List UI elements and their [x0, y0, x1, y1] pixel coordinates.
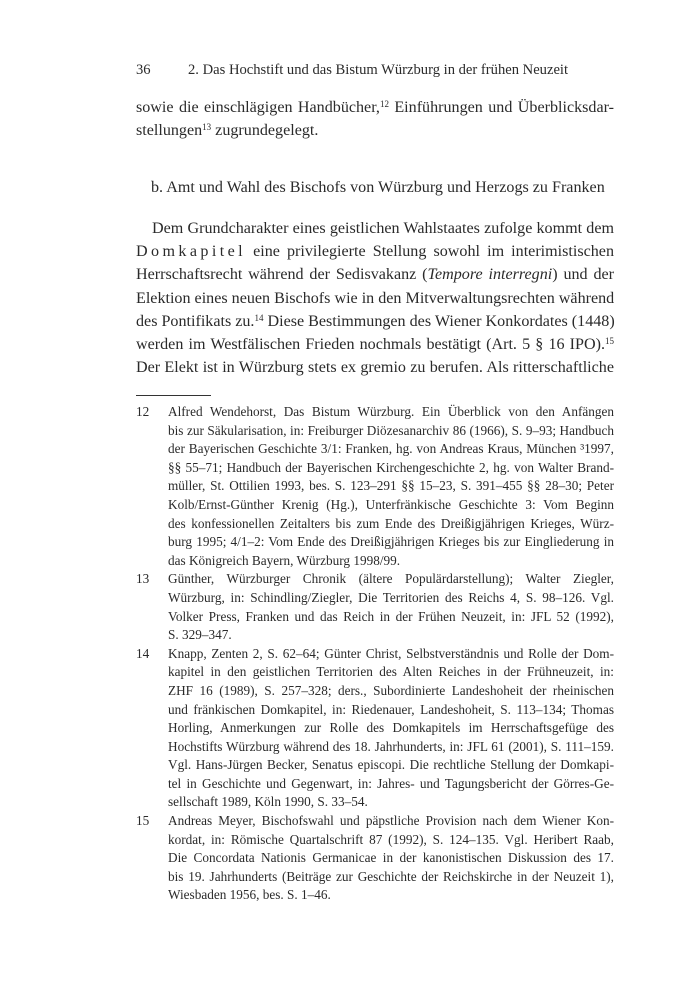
body-text: werden im Westfälischen Frieden nochmals bestätigt (Art. 5 § 16 IPO).	[136, 336, 605, 354]
body-text: eine privilegierte Stellung sowohl im interimistischen	[253, 243, 614, 261]
body-line: Dem Grundcharakter eines geistlichen Wahlstaates zufolge kommt dem	[152, 220, 614, 237]
footnote-line: Andreas Meyer, Bischofswahl und päpstliche Provision nach dem Wiener Kon-	[168, 813, 614, 829]
footnote-line: Würzburg, in: Schindling/Ziegler, Die Territorien des Reichs 4, S. 98–126. Vgl.	[168, 589, 614, 605]
italic-term: Tempore interregni	[427, 266, 553, 284]
footnote-number: 14	[136, 645, 150, 661]
footnotes	[136, 403, 614, 905]
body-line	[136, 240, 614, 263]
footnote-line: tel in Geschichte und Gegenwart, in: Jahres- und Tagungsbericht der Görres-Ge-	[168, 775, 614, 791]
body-line: Elektion eines neuen Bischofs wie in den Mitverwaltungsrechten während	[136, 289, 615, 307]
spaced-term: Domkapitel	[136, 243, 246, 261]
body-line	[136, 333, 614, 356]
footnote-line: sellschaft 1989, Köln 1990, S. 33–54.	[168, 794, 368, 810]
footnote-line: kordat, in: Römische Quartalschrift 87 (1992), S. 124–135. Vgl. Heribert Raab,	[168, 831, 614, 847]
footnote-line: S. 329–347.	[168, 627, 232, 643]
footnote-line: bis 19. Jahrhunderts (Beiträge zur Geschichte der Reichskirche in der Neuzeit 1),	[168, 868, 614, 884]
footnote-line: Horling, Anmerkungen zur Rolle des Domkapitels im Herrschaftsgefüge des	[168, 720, 614, 736]
footnote-line: §§ 55–71; Handbuch der Bayerischen Kirchengeschichte 2, hg. von Walter Brand-	[168, 459, 614, 475]
footnote-number: 13	[136, 571, 150, 587]
body-text: des Pontifikats zu.	[136, 312, 255, 330]
footnote-line: Knapp, Zenten 2, S. 62–64; Günter Christ, Selbstverständnis und Rolle der Dom-	[168, 645, 614, 661]
intro-line	[136, 119, 614, 142]
intro-paragraph	[136, 96, 614, 142]
body-text: ) und der	[552, 266, 614, 284]
intro-text: Einführungen und Überblicksdar-	[388, 99, 614, 116]
footnote-line: Volker Press, Franken und das Reich in der Frühen Neuzeit, in: JFL 52 (1992),	[168, 608, 614, 624]
intro-line	[136, 96, 614, 119]
body-line	[136, 263, 614, 286]
footnote-line: Wiesbaden 1956, bes. S. 1–46.	[168, 887, 331, 903]
footnote-12	[136, 403, 614, 570]
footnote-line: des konfessionellen Zeitalters bis zum Ende des Dreißigjährigen Krieges, Würz-	[168, 515, 614, 531]
footnote-ref-13[interactable]: 13	[202, 122, 212, 133]
footnote-number: 15	[136, 813, 150, 829]
body-text: Herrschaftsrecht während der Sedisvakanz (	[136, 266, 428, 284]
footnote-line: ZHF 16 (1989), S. 257–328; ders., Subordinierte Landeshoheit der rheinischen	[168, 682, 614, 698]
footnote-line: burg 1995; 4/1–2: Vom Ende des Dreißigjährigen Krieges bis zur Eingliederung in	[168, 534, 614, 550]
footnote-line: und fränkischen Domkapitel, in: Riedenauer, Landeshoheit, S. 113–134; Thomas	[168, 701, 614, 717]
footnote-ref-12[interactable]: 12	[379, 99, 389, 109]
footnote-line: Hochstifts Würzburg während des 18. Jahrhunderts, in: JFL 61 (2001), S. 111–159.	[168, 738, 614, 754]
footnote-line: Günther, Würzburger Chronik (ältere Populärdarstellung); Walter Ziegler,	[168, 571, 614, 587]
footnote-line: müller, St. Ottilien 1993, bes. S. 123–291 §§ 15–23, S. 391–455 §§ 28–30; Peter	[168, 478, 614, 494]
body-paragraph	[136, 217, 614, 379]
footnote-line: Die Concordata Nationis Germanicae in der kanonistischen Diskussion des 17.	[168, 850, 614, 866]
section-heading: b. Amt und Wahl des Bischofs von Würzburg und Herzogs zu Franken	[151, 179, 605, 196]
body-line	[136, 310, 614, 333]
intro-text: stellungen	[136, 122, 203, 140]
running-title: 2. Das Hochstift und das Bistum Würzburg in der frühen Neuzeit	[188, 62, 569, 78]
footnote-ref-15[interactable]: 15	[605, 336, 614, 347]
footnote-line: kapitel in den geistlichen Territorien des Alten Reiches in der Frühneuzeit, in:	[168, 664, 614, 680]
running-header	[136, 60, 640, 80]
body-text: Diese Bestimmungen des Wiener Konkordates (1448)	[263, 312, 615, 330]
page-number: 36	[136, 62, 151, 78]
footnote-rule	[136, 395, 211, 396]
footnote-line: Vgl. Hans-Jürgen Becker, Senatus episcopi. Die rechtliche Stellung der Domkapi-	[168, 757, 614, 773]
footnote-13	[136, 570, 614, 644]
footnote-line: der Bayerischen Geschichte 3/1: Franken, hg. von Andreas Kraus, München ³1997,	[168, 441, 614, 457]
footnote-line: bis zur Säkularisation, in: Freiburger Diözesanarchiv 86 (1966), S. 9–93; Handbuch	[168, 422, 614, 438]
body-line: Der Elekt ist in Würzburg stets ex gremio zu berufen. Als ritterschaftliche	[136, 359, 614, 377]
footnote-line: Kolb/Ernst-Günther Krenig (Hg.), Unterfränkische Geschichte 3: Vom Beginn	[168, 496, 614, 512]
footnote-15	[136, 812, 614, 905]
intro-text: sowie die einschlägigen Handbücher,	[136, 99, 380, 116]
intro-text: zugrundegelegt.	[211, 122, 319, 140]
footnote-number: 12	[136, 404, 150, 419]
footnote-14	[136, 645, 614, 812]
footnote-ref-14[interactable]: 14	[254, 312, 264, 323]
footnote-line: Alfred Wendehorst, Das Bistum Würzburg. Ein Überblick von den Anfängen	[168, 404, 614, 419]
footnote-line: das Königreich Bayern, Würzburg 1998/99.	[168, 552, 401, 568]
